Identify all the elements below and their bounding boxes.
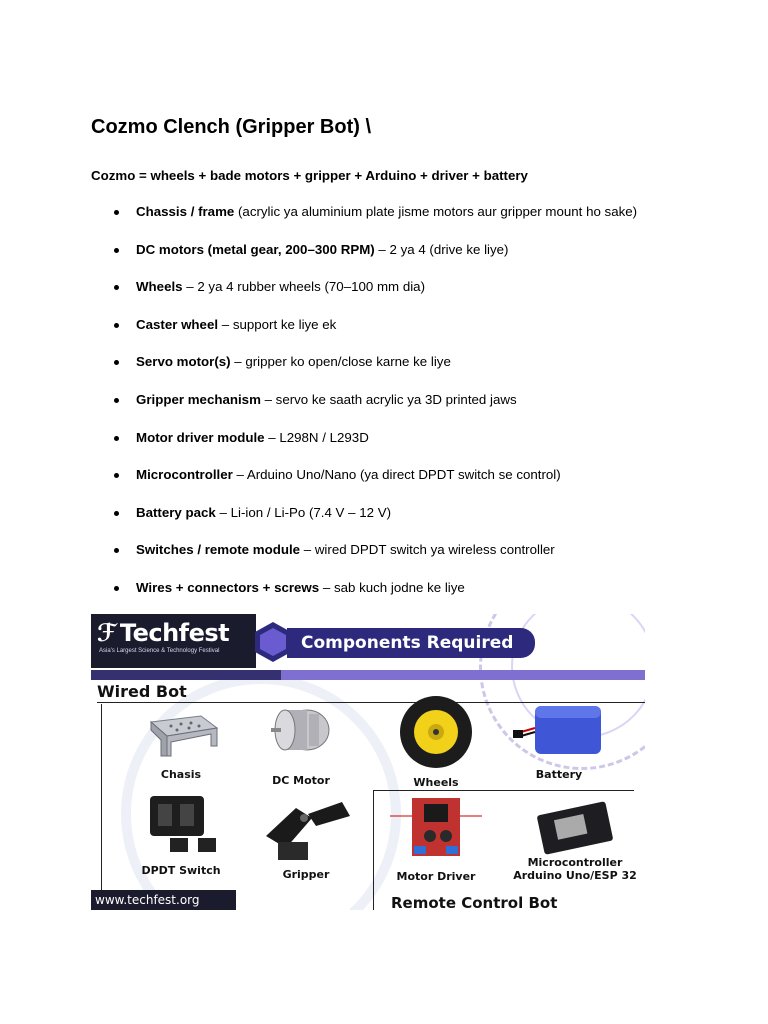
bullet-icon [114,248,119,253]
list-item [112,467,732,505]
list-item [112,242,732,280]
component-dc-motor [261,704,341,796]
bullet-icon [114,473,119,478]
list-item [112,542,732,580]
divider [101,704,102,904]
bullet-icon [114,360,119,365]
item-detail: – gripper ko open/close karne ke liye [230,354,451,370]
section-remote-control-bot: Remote Control Bot [391,894,558,910]
component-microcontroller [511,794,639,890]
item-name: Wheels [136,279,183,295]
accent-bar [91,670,645,680]
wheel-icon [396,692,476,772]
item-name: Caster wheel [136,316,219,332]
list-item [112,354,732,392]
item-name: Microcontroller [136,467,233,483]
microcontroller-icon [530,794,620,856]
item-name: DC motors (metal gear, 200–300 RPM) [136,241,375,257]
item-detail: – Arduino Uno/Nano (ya direct DPDT switch se control) [232,467,561,483]
item-name: Servo motor(s) [136,354,231,370]
item-name: Motor driver module [136,429,265,445]
component-chasis [131,710,231,790]
brand-name: Techfest [119,619,230,647]
item-detail: – sab kuch jodne ke liye [319,579,465,595]
bullet-icon [114,398,119,403]
component-label: Battery [535,768,583,781]
component-label: Microcontroller [527,856,623,869]
item-detail: – 2 ya 4 rubber wheels (70–100 mm dia) [182,279,425,295]
techfest-logo [91,614,256,668]
item-name: Battery pack [136,504,216,520]
item-name: Switches / remote module [136,542,301,558]
component-label: Chasis [160,768,202,781]
bullet-icon [114,511,119,516]
component-battery [509,698,609,788]
list-item [112,317,732,355]
brand-tagline: Asia's Largest Science & Technology Festival [99,648,220,654]
battery-icon [511,698,607,760]
item-detail: – 2 ya 4 (drive ke liye) [374,241,509,257]
item-detail: – Li-ion / Li-Po (7.4 V – 12 V) [215,504,391,520]
component-label: Arduino Uno/ESP 32 [513,869,637,882]
list-item [112,204,732,242]
component-label: DC Motor [272,774,330,787]
item-detail: – support ke liye ek [218,316,337,332]
motor-driver-icon [386,796,486,860]
chasis-icon [141,712,221,762]
gripper-icon [256,796,356,866]
bullet-icon [114,586,119,591]
dpdt-switch-icon [136,794,226,860]
website-url: www.techfest.org [91,890,236,910]
item-name: Gripper mechanism [136,391,261,407]
bullet-icon [114,436,119,441]
list-item [112,580,732,618]
section-wired-bot: Wired Bot [97,682,187,701]
item-detail: – wired DPDT switch ya wireless controller [300,542,555,558]
item-name: Chassis / frame [136,204,235,219]
component-dpdt-switch [131,794,231,880]
component-label: Motor Driver [396,870,476,883]
item-name: Wires + connectors + screws [136,579,320,595]
list-item [112,279,732,317]
component-label: Gripper [282,868,330,881]
bullet-icon [114,285,119,290]
document-title: Cozmo Clench (Gripper Bot) \ [91,116,371,138]
components-banner: Components Required [287,628,535,658]
document-subtitle: Cozmo = wheels + bade motors + gripper + Arduino + driver + battery [91,168,528,183]
component-label: DPDT Switch [141,864,221,877]
bullet-icon [114,548,119,553]
component-wheels [391,692,481,796]
dc-motor-icon [269,704,333,764]
components-list [112,204,732,618]
bullet-icon [114,323,119,328]
tf-mark-icon: ℱ [97,619,116,647]
item-detail: (acrylic ya aluminium plate jisme motors aur gripper mount ho sake) [234,204,638,219]
bullet-icon [114,210,119,215]
list-item [112,505,732,543]
components-poster-image [91,614,645,910]
component-motor-driver [381,796,491,882]
component-label: Wheels [413,776,459,789]
list-item [112,430,732,468]
item-detail: – L298N / L293D [264,429,369,445]
item-detail: – servo ke saath acrylic ya 3D printed jaws [260,391,517,407]
list-item [112,392,732,430]
component-gripper [251,796,361,886]
